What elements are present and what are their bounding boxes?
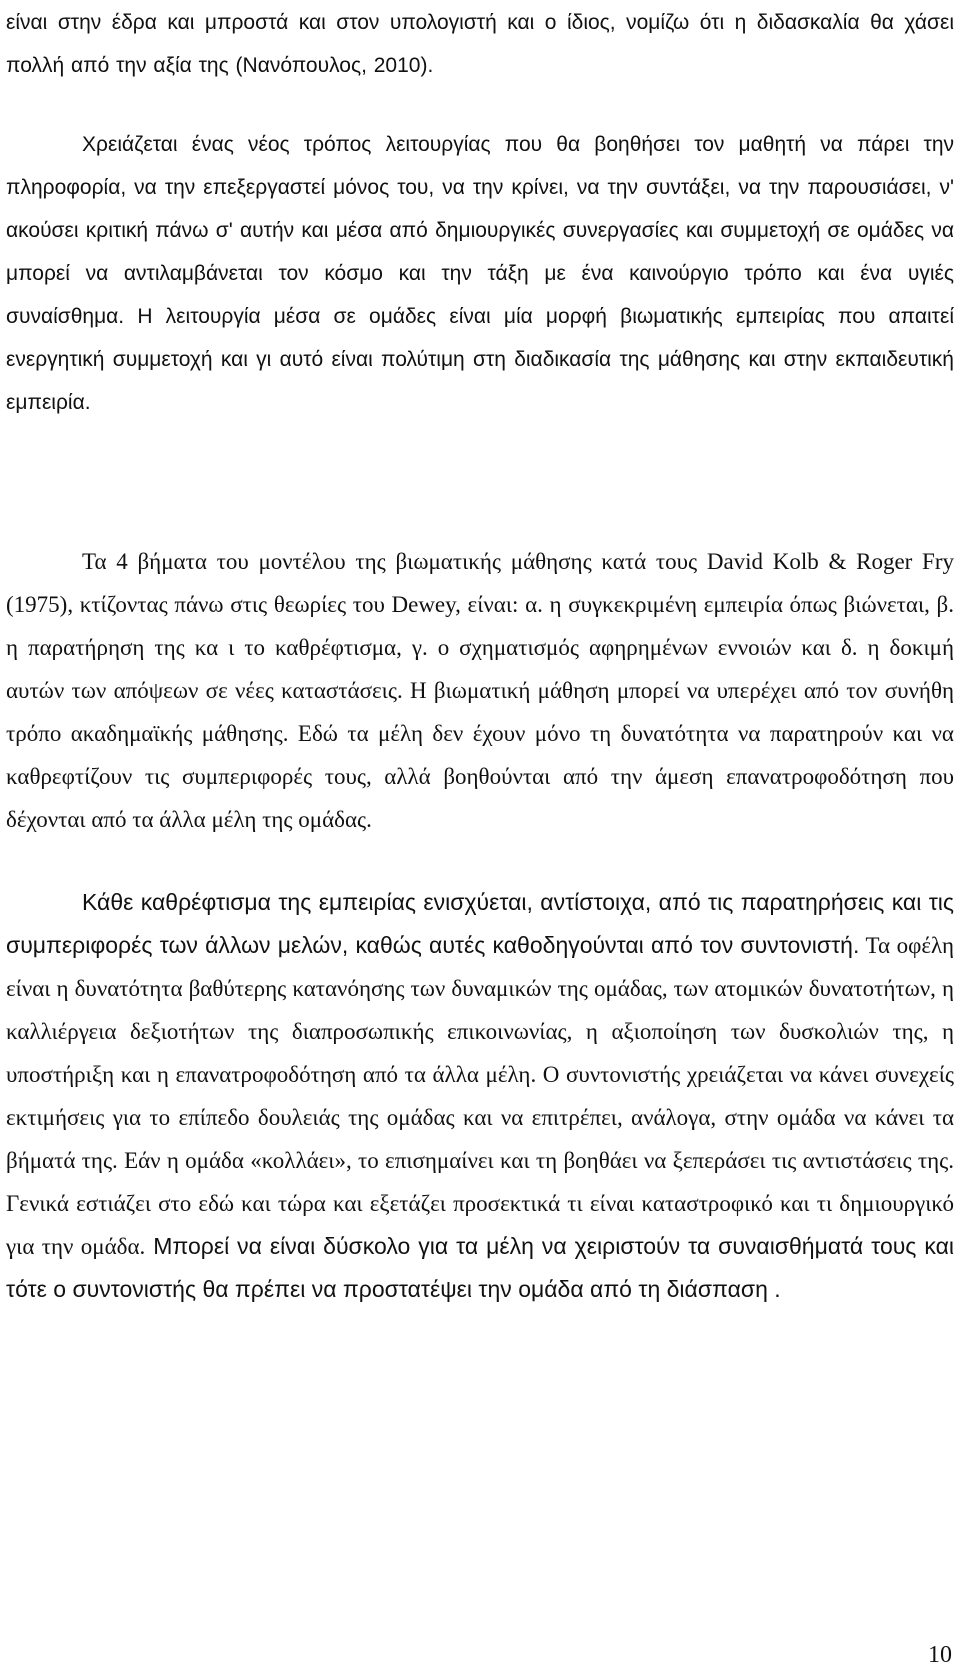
paragraph-group-mirroring	[6, 881, 954, 1311]
paragraph-new-way-of-working: Χρειάζεται ένας νέος τρόπος λειτουργίας που θα βοηθήσει τον μαθητή να πάρει την πληροφορία, να την επεξεργαστεί μόνος του, να την κρίνει, να την συντάξει, να την παρουσιάσει, ν' ακούσει κριτική πάνω σ' αυτήν και μέσα από δημιουργικές συνεργασίες και συμμετοχή σε ομάδες να μπορεί να αντιλαμβάνεται τον κόσμο και την τάξη με ένα καινούργιο τρόπο και ένα υγιές συναίσθημα. Η λειτουργία μέσα σε ομάδες είναι μία μορφή βιωματικής εμπειρίας που απαιτεί ενεργητική συμμετοχή και γι αυτό είναι πολύτιμη στη διαδικασία της μάθησης και στην εκπαιδευτική εμπειρία.	[6, 133, 954, 414]
paragraph-experiential-learning-steps: Τα 4 βήματα του μοντέλου της βιωματικής μάθησης κατά τους David Kolb & Roger Fry (1975), κτίζοντας πάνω στις θεωρίες του Dewey, είναι: α. η συγκεκριμένη εμπειρία όπως βιώνεται, β. η παρατήρηση της κα ι το καθρέφτισμα, γ. ο σχηματισμός αφηρημένων εννοιών και δ. η δοκιμή αυτών των απόψεων σε νέες καταστάσεις. Η βιωματική μάθηση μπορεί να υπερέχει από τον συνήθη τρόπο ακαδημαϊκής μάθησης. Εδώ τα μέλη δεν έχουν μόνο τη δυνατότητα να παρατηρούν και να καθρεφτίζουν τις συμπεριφορές τους, αλλά βοηθούνται από την άμεση επανατροφοδότηση που δέχονται από τα άλλα μέλη της ομάδας.	[6, 549, 954, 832]
sentence-protection: Μπορεί να είναι δύσκολο για τα μέλη να χειριστούν τα συναισθήματά τους και τότε ο συντονιστής θα πρέπει να προστατέψει την ομάδα από τη διάσπαση .	[6, 1233, 954, 1302]
sentence-mirroring: Κάθε καθρέφτισμα της εμπειρίας ενισχύεται, αντίστοιχα, από τις παρατηρήσεις και τις συμπεριφορές των άλλων μελών, καθώς αυτές καθοδηγούνται από τον συντονιστή.	[6, 889, 954, 958]
sentence-benefits: Τα οφέλη είναι η δυνατότητα βαθύτερης κατανόησης των δυναμικών της ομάδας, των ατομικών δυνατοτήτων, η καλλιέργεια δεξιοτήτων της διαπροσωπικής επικοινωνίας, η αξιοποίηση των δυσκολιών της, η υποστήριξη και η επανατροφοδότηση από τα άλλα μέλη.	[6, 933, 955, 1087]
sentence-coordinator-role: Ο συντονιστής χρειάζεται να κάνει συνεχείς εκτιμήσεις για το επίπεδο δουλειάς της ομάδας και να επιτρέπει, ανάλογα, στην ομάδα να κάνει τα βήματά της. Εάν η ομάδα «κολλάει», το επισημαίνει και τη βοηθάει να ξεπεράσει τις αντιστάσεις της. Γενικά εστιάζει στο εδώ και τώρα και εξετάζει προσεκτικά τι είναι καταστροφικό και τι δημιουργικό για την ομάδα.	[6, 1062, 954, 1259]
page-number: 10	[928, 1642, 952, 1668]
paragraph-intro-continuation: είναι στην έδρα και μπροστά και στον υπολογιστή και ο ίδιος, νομίζω ότι η διδασκαλία θα χάσει πολλή από την αξία της (Νανόπουλος, 2010).	[6, 11, 954, 77]
